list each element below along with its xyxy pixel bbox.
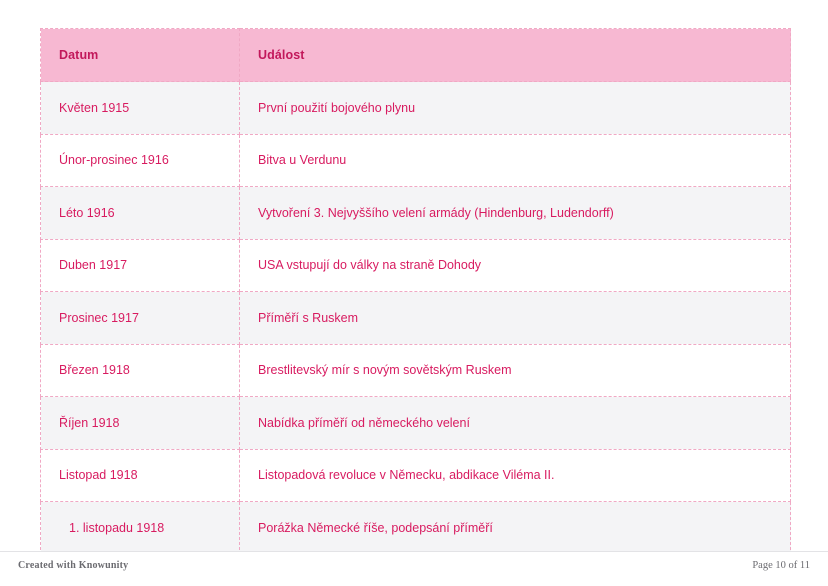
- cell-event-text: Nabídka příměří od německého velení: [258, 415, 470, 430]
- cell-date-text: Říjen 1918: [59, 415, 120, 430]
- cell-event-text: Listopadová revoluce v Německu, abdikace Viléma II.: [258, 468, 555, 483]
- table-row: [41, 344, 791, 397]
- cell-date: [41, 239, 240, 292]
- cell-event: [240, 397, 791, 450]
- cell-date: [41, 344, 240, 397]
- column-header-date-label: Datum: [59, 48, 99, 62]
- table-row: [41, 187, 791, 240]
- cell-event: [240, 239, 791, 292]
- cell-event-text: USA vstupují do války na straně Dohody: [258, 258, 482, 273]
- cell-event: [240, 502, 791, 555]
- page-footer: [0, 551, 828, 586]
- table-row: [41, 134, 791, 187]
- cell-event-text: První použití bojového plynu: [258, 100, 416, 115]
- column-header-event: [240, 29, 791, 82]
- footer-page-number: Page 10 of 11: [752, 560, 810, 571]
- timeline-table: [40, 28, 791, 555]
- table-row: [41, 449, 791, 502]
- cell-date: [41, 502, 240, 555]
- cell-date: [41, 82, 240, 135]
- cell-date: [41, 292, 240, 345]
- table-body: [41, 82, 791, 555]
- cell-date: [41, 449, 240, 502]
- cell-date-text: Léto 1916: [59, 205, 115, 220]
- cell-event-text: Příměří s Ruskem: [258, 310, 359, 325]
- table-row: [41, 502, 791, 555]
- cell-date-text: Duben 1917: [59, 258, 128, 273]
- column-header-date: [41, 29, 240, 82]
- timeline-table-wrapper: [40, 28, 788, 555]
- cell-event: [240, 344, 791, 397]
- cell-date: [41, 134, 240, 187]
- cell-event: [240, 292, 791, 345]
- cell-event-text: Vytvoření 3. Nejvyššího velení armády (Hindenburg, Ludendorff): [258, 205, 614, 220]
- cell-date: [41, 187, 240, 240]
- table-header-row: [41, 29, 791, 82]
- table-row: [41, 292, 791, 345]
- cell-event: [240, 134, 791, 187]
- table-row: [41, 239, 791, 292]
- cell-event: [240, 187, 791, 240]
- footer-credit: Created with Knowunity: [18, 560, 129, 571]
- cell-event-text: Bitva u Verdunu: [258, 153, 347, 168]
- table-header: [41, 29, 791, 82]
- cell-date-text: Listopad 1918: [59, 468, 138, 483]
- cell-event: [240, 82, 791, 135]
- table-row: [41, 82, 791, 135]
- cell-date-text: Prosinec 1917: [59, 310, 139, 325]
- column-header-event-label: Událost: [258, 48, 305, 62]
- cell-event-text: Brestlitevský mír s novým sovětským Ruskem: [258, 363, 512, 378]
- table-row: [41, 397, 791, 450]
- cell-date: [41, 397, 240, 450]
- cell-event-text: Porážka Německé říše, podepsání příměří: [258, 520, 493, 535]
- cell-event: [240, 449, 791, 502]
- cell-date-text: 1. listopadu 1918: [69, 520, 165, 535]
- cell-date-text: Květen 1915: [59, 100, 130, 115]
- cell-date-text: Únor-prosinec 1916: [59, 153, 169, 168]
- cell-date-text: Březen 1918: [59, 363, 130, 378]
